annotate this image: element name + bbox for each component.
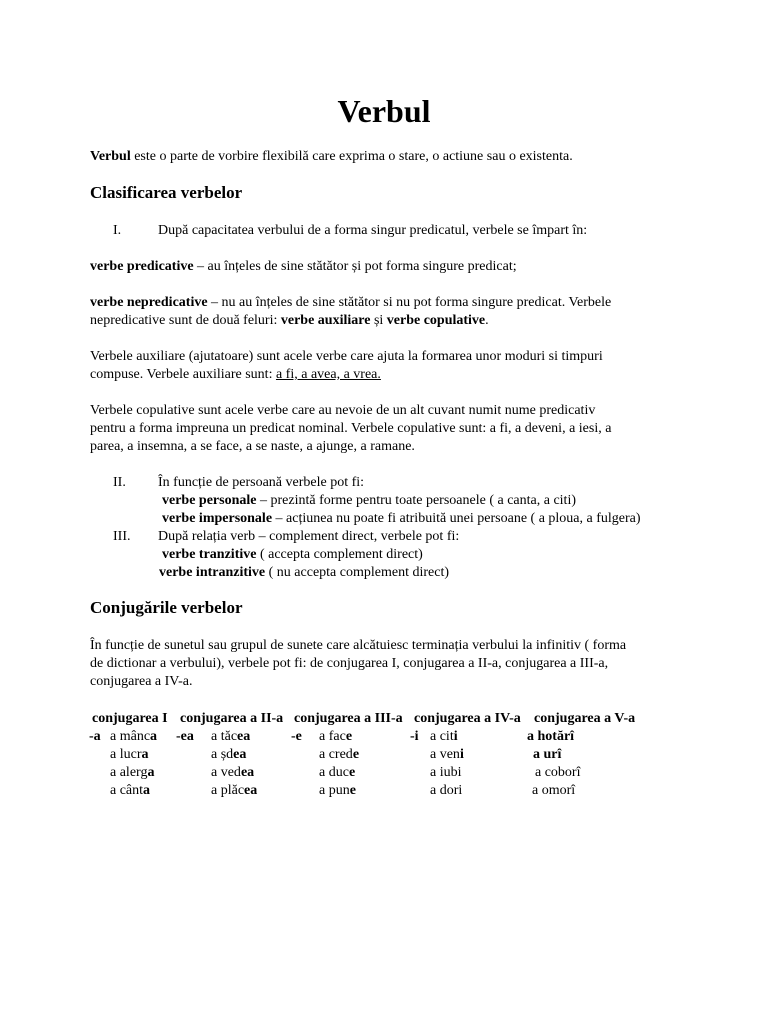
term-impersonale: verbe impersonale bbox=[162, 511, 273, 526]
text-personale: – prezintă forme pentru toate persoanele ( a canta, a citi) bbox=[256, 493, 576, 508]
conj5-verb: a omorî bbox=[532, 783, 576, 798]
paragraph-predicative bbox=[90, 258, 517, 276]
ending-1: -a bbox=[89, 729, 101, 744]
conj3-stem: a pun bbox=[319, 783, 350, 798]
text-tranzitive: ( accepta complement direct) bbox=[256, 547, 423, 562]
intro-paragraph bbox=[90, 148, 573, 166]
sublist-personale bbox=[162, 492, 576, 510]
table-header-5: conjugarea a V-a bbox=[534, 711, 636, 726]
text-predicative: – au înțeles de sine stătător și pot forma singure predicat; bbox=[193, 259, 517, 274]
table-header-2: conjugarea a II-a bbox=[180, 711, 284, 726]
paragraph-nepredicative-line2 bbox=[90, 312, 489, 330]
conj2-stem-mid: d bbox=[226, 747, 234, 762]
conj2-verb bbox=[211, 782, 257, 800]
intro-term: Verbul bbox=[90, 149, 131, 164]
paragraph-copulative-line2: pentru a forma impreuna un predicat nominal. Verbele copulative sunt: a fi, a deveni, a iesi, a bbox=[90, 421, 612, 436]
paragraph-nepredicative-line1 bbox=[90, 294, 611, 312]
conj1-stem: a alerg bbox=[110, 765, 148, 780]
conj4-verb bbox=[430, 764, 462, 782]
text-nepredicative-2: nepredicative sunt de două feluri: bbox=[90, 313, 281, 328]
conj2-end: ea bbox=[244, 783, 258, 798]
conj1-stem: a cânt bbox=[110, 783, 144, 798]
auxiliare-examples: a fi, a avea, a vrea. bbox=[275, 367, 381, 382]
conj4-verb bbox=[430, 728, 458, 746]
intro-text: este o parte de vorbire flexibilă care exprima o stare, o actiune sau o existenta. bbox=[130, 149, 573, 164]
table-header-4: conjugarea a IV-a bbox=[414, 711, 521, 726]
term-nepredicative: verbe nepredicative bbox=[90, 295, 208, 310]
text-period: . bbox=[485, 313, 489, 328]
paragraph-copulative-line3: parea, a insemna, a se face, a se naste, a ajunge, a ramane. bbox=[90, 439, 415, 454]
conj2-end: ea bbox=[233, 747, 247, 762]
section-heading-clasificare: Clasificarea verbelor bbox=[90, 183, 243, 202]
conj3-end: e bbox=[349, 783, 356, 798]
conj1-end: a bbox=[141, 747, 149, 762]
conj3-verb bbox=[319, 728, 352, 746]
text-impersonale: – acțiunea nu poate fi atribuită unei persoane ( a ploua, a fulgera) bbox=[272, 511, 641, 526]
conj4-stem: a cit bbox=[430, 729, 454, 744]
conj1-verb bbox=[110, 728, 157, 746]
conj2-stem: a plăc bbox=[211, 783, 245, 798]
conj3-stem: a cred bbox=[319, 747, 353, 762]
sublist-impersonale bbox=[162, 510, 641, 528]
paragraph-conjugari-line1: În funcție de sunetul sau grupul de sunete care alcătuiesc terminația verbului la infinitiv ( forma bbox=[90, 638, 627, 653]
conj2-end: ea bbox=[237, 729, 251, 744]
text-intranzitive: ( nu accepta complement direct) bbox=[265, 565, 449, 580]
list-item-number-2: II. bbox=[113, 475, 126, 490]
conj3-end: e bbox=[345, 729, 353, 744]
conj2-verb bbox=[211, 764, 254, 782]
paragraph-conjugari-line2: de dictionar a verbului), verbele pot fi: de conjugarea I, conjugarea a II-a, conjugarea a III-a, bbox=[90, 656, 609, 671]
conj1-end: a bbox=[143, 783, 151, 798]
conj2-verb bbox=[211, 728, 250, 746]
paragraph-copulative-line1: Verbele copulative sunt acele verbe care au nevoie de un alt cuvant numit nume predicativ bbox=[90, 403, 596, 418]
conj2-stem: a ș bbox=[211, 747, 227, 762]
conj4-stem: a iubi bbox=[430, 765, 462, 780]
text-and: și bbox=[370, 313, 387, 328]
text-nepredicative-1: – nu au înțeles de sine stătător si nu pot forma singure predicat. Verbele bbox=[207, 295, 612, 310]
conj3-verb bbox=[319, 764, 355, 782]
page-title: Verbul bbox=[337, 93, 431, 129]
conj4-verb bbox=[430, 746, 464, 764]
conj2-stem: a ved bbox=[211, 765, 241, 780]
conj1-stem: a mânc bbox=[110, 729, 151, 744]
ending-2: -ea bbox=[176, 729, 194, 744]
table-header-1: conjugarea I bbox=[92, 711, 168, 726]
conj3-verb bbox=[319, 746, 359, 764]
conj1-verb bbox=[110, 764, 154, 782]
conj3-stem: a fac bbox=[319, 729, 346, 744]
conj5-verb: a urî bbox=[533, 747, 562, 762]
conj2-verb bbox=[211, 746, 246, 764]
section-heading-conjugari: Conjugările verbelor bbox=[90, 598, 243, 617]
term-predicative: verbe predicative bbox=[90, 259, 194, 274]
list-item-text-2: În funcție de persoană verbele pot fi: bbox=[158, 475, 365, 490]
list-item-number-3: III. bbox=[113, 529, 131, 544]
conj4-verb bbox=[430, 782, 462, 800]
conj4-stem: a dori bbox=[430, 783, 463, 798]
conj1-end: a bbox=[150, 729, 158, 744]
table-header-3: conjugarea a III-a bbox=[294, 711, 403, 726]
conj4-stem: a ven bbox=[430, 747, 460, 762]
term-tranzitive: verbe tranzitive bbox=[162, 547, 257, 562]
conj2-end: ea bbox=[240, 765, 255, 780]
paragraph-auxiliare-line1: Verbele auxiliare (ajutatoare) sunt acele verbe care ajuta la formarea unor moduri si timpuri bbox=[90, 349, 603, 364]
conj5-verb: a coborî bbox=[535, 765, 581, 780]
conj1-stem: a lucr bbox=[110, 747, 142, 762]
text-auxiliare-2: compuse. Verbele auxiliare sunt: bbox=[90, 367, 276, 382]
conj3-end: e bbox=[348, 765, 356, 780]
ending-4: -i bbox=[410, 729, 419, 744]
term-copulative: verbe copulative bbox=[386, 313, 486, 328]
term-personale: verbe personale bbox=[162, 493, 257, 508]
conj1-verb bbox=[110, 782, 150, 800]
sublist-tranzitive bbox=[162, 546, 423, 564]
sublist-intranzitive bbox=[159, 564, 449, 582]
paragraph-conjugari-line3: conjugarea a IV-a. bbox=[90, 674, 193, 689]
conj4-end: i bbox=[453, 729, 458, 744]
ending-3: -e bbox=[291, 729, 302, 744]
conj1-end: a bbox=[147, 765, 155, 780]
conj3-end: e bbox=[352, 747, 360, 762]
conj4-end: i bbox=[459, 747, 464, 762]
conj1-verb bbox=[110, 746, 148, 764]
conj5-verb: a hotărî bbox=[527, 729, 575, 744]
conj2-stem: a tăc bbox=[211, 729, 238, 744]
list-item-text-3: După relația verb – complement direct, verbele pot fi: bbox=[158, 529, 460, 544]
term-intranzitive: verbe intranzitive bbox=[159, 565, 266, 580]
term-auxiliare: verbe auxiliare bbox=[280, 313, 371, 328]
conj3-stem: a duc bbox=[319, 765, 349, 780]
paragraph-auxiliare-line2 bbox=[90, 366, 381, 384]
list-item-text-1: După capacitatea verbului de a forma singur predicatul, verbele se împart în: bbox=[158, 223, 588, 238]
list-item-number-1: I. bbox=[113, 223, 122, 238]
conj3-verb bbox=[319, 782, 356, 800]
